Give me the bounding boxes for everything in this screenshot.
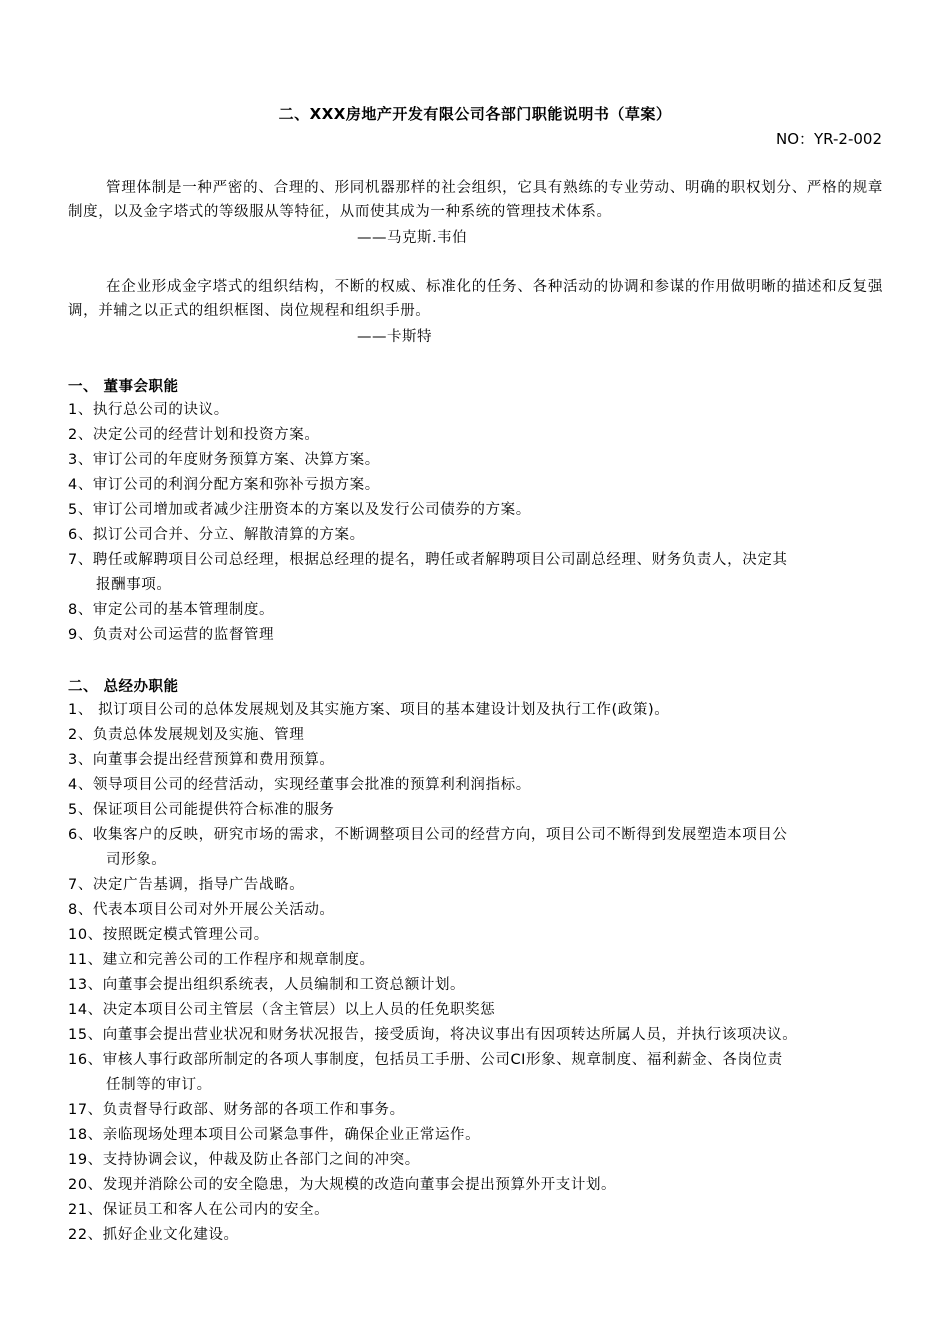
quote-weber: 管理体制是一种严密的、合理的、形同机器那样的社会组织，它具有熟练的专业劳动、明确的职权划分、严格的规章制度，以及金字塔式的等级服从等特征，从而使其成为一种系统的管理技术体系。 bbox=[68, 180, 883, 220]
list-item bbox=[68, 923, 883, 948]
list-item-text: 10、按照既定模式管理公司。 bbox=[68, 927, 269, 943]
list-item-text: 5、审订公司增加或者减少注册资本的方案以及发行公司债券的方案。 bbox=[68, 502, 531, 518]
list-item-text: 7、决定广告基调，指导广告战略。 bbox=[68, 877, 305, 893]
list-item-text: 21、保证员工和客人在公司内的安全。 bbox=[68, 1202, 330, 1218]
list-item-text: 5、保证项目公司能提供符合标准的服务 bbox=[68, 802, 335, 818]
document-title: 二、XXX房地产开发有限公司各部门职能说明书（草案） bbox=[278, 105, 672, 123]
list-item-continuation: 司形象。 bbox=[106, 852, 167, 868]
list-item-text: 8、审定公司的基本管理制度。 bbox=[68, 602, 275, 618]
list-item-text: 9、负责对公司运营的监督管理 bbox=[68, 627, 275, 643]
list-item bbox=[68, 1023, 883, 1048]
list-item bbox=[68, 748, 883, 773]
list-item bbox=[68, 1048, 883, 1098]
list-item-text: 8、代表本项目公司对外开展公关活动。 bbox=[68, 902, 335, 918]
list-item bbox=[68, 948, 883, 973]
list-item-text: 4、领导项目公司的经营活动，实现经董事会批准的预算利利润指标。 bbox=[68, 777, 531, 793]
list-item-text: 17、负责督导行政部、财务部的各项工作和事务。 bbox=[68, 1102, 405, 1118]
list-item bbox=[68, 398, 883, 423]
list-item-text: 3、向董事会提出经营预算和费用预算。 bbox=[68, 752, 335, 768]
list-item bbox=[68, 598, 883, 623]
list-item bbox=[68, 1123, 883, 1148]
list-item-text: 1、 拟订项目公司的总体发展规划及其实施方案、项目的基本建设计划及执行工作(政策)。 bbox=[68, 702, 670, 718]
list-item-text: 4、审订公司的利润分配方案和弥补亏损方案。 bbox=[68, 477, 380, 493]
list-item bbox=[68, 1198, 883, 1223]
list-item bbox=[68, 873, 883, 898]
list-item-text: 19、支持协调会议，仲裁及防止各部门之间的冲突。 bbox=[68, 1152, 420, 1168]
list-item-text: 3、审订公司的年度财务预算方案、决算方案。 bbox=[68, 452, 380, 468]
list-item bbox=[68, 423, 883, 448]
list-item-text: 2、决定公司的经营计划和投资方案。 bbox=[68, 427, 320, 443]
list-item bbox=[68, 1148, 883, 1173]
list-item-text: 2、负责总体发展规划及实施、管理 bbox=[68, 727, 305, 743]
list-item bbox=[68, 623, 883, 648]
list-item-text: 1、执行总公司的诀议。 bbox=[68, 402, 229, 418]
list-item bbox=[68, 773, 883, 798]
list-item bbox=[68, 1098, 883, 1123]
list-item bbox=[68, 473, 883, 498]
list-item bbox=[68, 548, 883, 598]
list-item bbox=[68, 498, 883, 523]
list-item-text: 20、发现并消除公司的安全隐患，为大规模的改造向董事会提出预算外开支计划。 bbox=[68, 1177, 617, 1193]
quote-weber-attribution: ——马克斯.韦伯 bbox=[357, 230, 468, 246]
list-item-text: 13、向董事会提出组织系统表，人员编制和工资总额计划。 bbox=[68, 977, 466, 993]
list-item-text: 11、建立和完善公司的工作程序和规章制度。 bbox=[68, 952, 375, 968]
quote-kast-attribution: ——卡斯特 bbox=[357, 329, 432, 345]
list-item-text: 15、向董事会提出营业状况和财务状况报告，接受质询，将决议事出有因项转达所属人员，并执行该项决议。 bbox=[68, 1027, 798, 1043]
list-item-text: 14、决定本项目公司主管层（含主管层）以上人员的任免职奖惩 bbox=[68, 1002, 496, 1018]
list-item bbox=[68, 723, 883, 748]
list-item-text: 16、审核人事行政部所制定的各项人事制度，包括员工手册、公司CI形象、规章制度、福利薪金、各岗位责 bbox=[68, 1052, 783, 1068]
list-item bbox=[68, 1223, 883, 1248]
list-item bbox=[68, 973, 883, 998]
list-item-continuation: 任制等的审订。 bbox=[106, 1077, 212, 1093]
list-item-text: 7、聘任或解聘项目公司总经理，根据总经理的提名，聘任或者解聘项目公司副总经理、财务负责人，决定其 bbox=[68, 552, 788, 568]
section-board-heading: 一、 董事会职能 bbox=[68, 379, 179, 395]
list-item-continuation: 报酬事项。 bbox=[96, 577, 172, 593]
list-item bbox=[68, 998, 883, 1023]
section-gm-office-heading: 二、 总经办职能 bbox=[68, 679, 179, 695]
list-item bbox=[68, 523, 883, 548]
quote-kast: 在企业形成金字塔式的组织结构，不断的权威、标准化的任务、各种活动的协调和参谋的作用做明晰的描述和反复强调，并辅之以正式的组织框图、岗位规程和组织手册。 bbox=[68, 279, 883, 319]
list-item bbox=[68, 823, 883, 873]
board-function-list bbox=[68, 398, 883, 648]
document-number: NO：YR-2-002 bbox=[775, 130, 882, 148]
list-item-text: 6、拟订公司合并、分立、解散清算的方案。 bbox=[68, 527, 365, 543]
gm-office-function-list bbox=[68, 698, 883, 1248]
list-item-text: 18、亲临现场处理本项目公司紧急事件，确保企业正常运作。 bbox=[68, 1127, 481, 1143]
list-item bbox=[68, 698, 883, 723]
list-item bbox=[68, 1173, 883, 1198]
list-item-text: 22、抓好企业文化建设。 bbox=[68, 1227, 239, 1243]
list-item-text: 6、收集客户的反映，研究市场的需求，不断调整项目公司的经营方向，项目公司不断得到发展塑造本项目公 bbox=[68, 827, 788, 843]
list-item bbox=[68, 448, 883, 473]
list-item bbox=[68, 798, 883, 823]
list-item bbox=[68, 898, 883, 923]
